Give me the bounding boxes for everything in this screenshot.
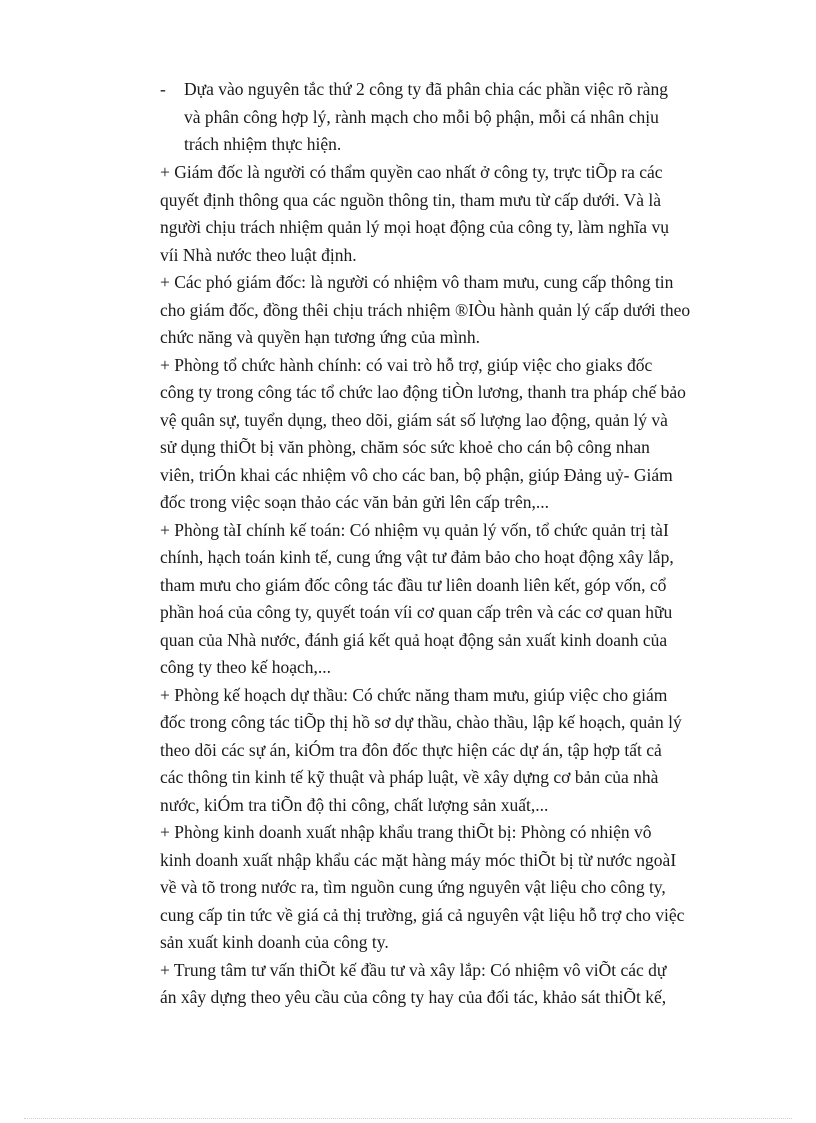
text-line: trách nhiệm thực hiện. — [184, 134, 342, 155]
text-line: + Giám đốc là người có thẩm quyền cao nhất ở công ty, trực tiÕp ra các — [160, 162, 663, 182]
text-line: đốc trong việc soạn thảo các văn bản gửi lên cấp trên,... — [160, 492, 549, 512]
text-line: đốc trong công tác tiÕp thị hồ sơ dự thầu, chào thầu, lập kế hoạch, quản lý — [160, 712, 682, 732]
text-line: quyết định thông qua các nguồn thông tin, tham mưu từ cấp dưới. Và là — [160, 189, 662, 210]
body-paragraphs — [160, 159, 760, 1012]
text-line: + Các phó giám đốc: là người có nhiệm vô tham mưu, cung cấp thông tin — [160, 272, 674, 292]
text-line: cung cấp tin tức về giá cả thị trường, giá cả nguyên vật liệu hỗ trợ cho việc — [160, 904, 685, 925]
text-line: phần hoá của công ty, quyết toán víi cơ quan cấp trên và các cơ quan hữu — [160, 602, 673, 622]
text-line: theo dõi các sự án, kiÓm tra đôn đốc thực hiện các dự án, tập hợp tất cả — [160, 739, 662, 760]
text-line: cho giám đốc, đồng thêi chịu trách nhiệm ®IÒu hành quản lý cấp dưới theo — [160, 299, 691, 320]
paragraph-trung-tam-tu-van — [160, 957, 760, 1012]
text-line: người chịu trách nhiệm quản lý mọi hoạt động của công ty, làm nghĩa vụ — [160, 217, 669, 237]
text-line: + Phòng kinh doanh xuất nhập khẩu trang thiÕt bị: Phòng có nhiện vô — [160, 822, 652, 842]
page-bottom-divider — [24, 1118, 792, 1119]
paragraph-tai-chinh-ke-toan — [160, 517, 760, 682]
text-line: víi Nhà nước theo luật định. — [160, 244, 357, 265]
paragraph-giam-doc — [160, 159, 760, 269]
text-line: viên, triÓn khai các nhiệm vô cho các ban, bộ phận, giúp Đảng uỷ- Giám — [160, 464, 673, 485]
text-line: công ty theo kế hoạch,... — [160, 657, 332, 677]
text-line: tham mưu cho giám đốc công tác đầu tư liên doanh liên kết, góp vốn, cổ — [160, 574, 667, 595]
paragraph-to-chuc-hanh-chinh — [160, 352, 760, 517]
text-line: quan của Nhà nước, đánh giá kết quả hoạt động sản xuất kinh doanh của — [160, 629, 668, 650]
paragraph-ke-hoach-du-thau — [160, 682, 760, 820]
text-line: vệ quân sự, tuyển dụng, theo dõi, giám sát số lượng lao động, quản lý và — [160, 409, 668, 430]
text-line: + Phòng kế hoạch dự thầu: Có chức năng tham mưu, giúp việc cho giám — [160, 684, 668, 705]
text-line: công ty trong công tác tổ chức lao động tiÒn lương, thanh tra pháp chế bảo — [160, 382, 686, 402]
text-line: + Phòng tổ chức hành chính: có vai trò hỗ trợ, giúp việc cho giaks đốc — [160, 354, 653, 375]
bullet-paragraph — [184, 76, 744, 159]
text-line: chức năng và quyền hạn tương ứng của mình. — [160, 327, 481, 347]
paragraph-kinh-doanh-xnk — [160, 819, 760, 957]
text-line: chính, hạch toán kinh tế, cung ứng vật tư đảm bảo cho hoạt động xây lắp, — [160, 547, 674, 567]
paragraph-pho-giam-doc — [160, 269, 760, 352]
text-line: + Phòng tàI chính kế toán: Có nhiệm vụ quản lý vốn, tổ chức quản trị tàI — [160, 519, 669, 540]
text-line: các thông tin kinh tế kỹ thuật và pháp luật, về xây dựng cơ bản của nhà — [160, 767, 659, 787]
text-line: án xây dựng theo yêu cầu của công ty hay của đối tác, khảo sát thiÕt kế, — [160, 987, 667, 1007]
text-line: Dựa vào nguyên tắc thứ 2 công ty đã phân chia các phần việc rõ ràng — [184, 79, 668, 99]
text-line: và phân công hợp lý, rành mạch cho mỗi bộ phận, mỗi cá nhân chịu — [184, 106, 659, 127]
bullet-marker: - — [160, 79, 166, 99]
text-line: nước, kiÓm tra tiÕn độ thi công, chất lượng sản xuất,... — [160, 794, 549, 815]
text-line: kinh doanh xuất nhập khẩu các mặt hàng máy móc thiÕt bị từ nước ngoàI — [160, 849, 677, 870]
text-line: + Trung tâm tư vấn thiÕt kế đầu tư và xây lắp: Có nhiệm vô viÕt các dự — [160, 959, 667, 980]
text-line: về và tõ trong nước ra, tìm nguồn cung ứng nguyên vật liệu cho công ty, — [160, 877, 666, 897]
text-line: sử dụng thiÕt bị văn phòng, chăm sóc sức khoẻ cho cán bộ công nhan — [160, 437, 650, 457]
text-line: sản xuất kinh doanh của công ty. — [160, 932, 389, 952]
